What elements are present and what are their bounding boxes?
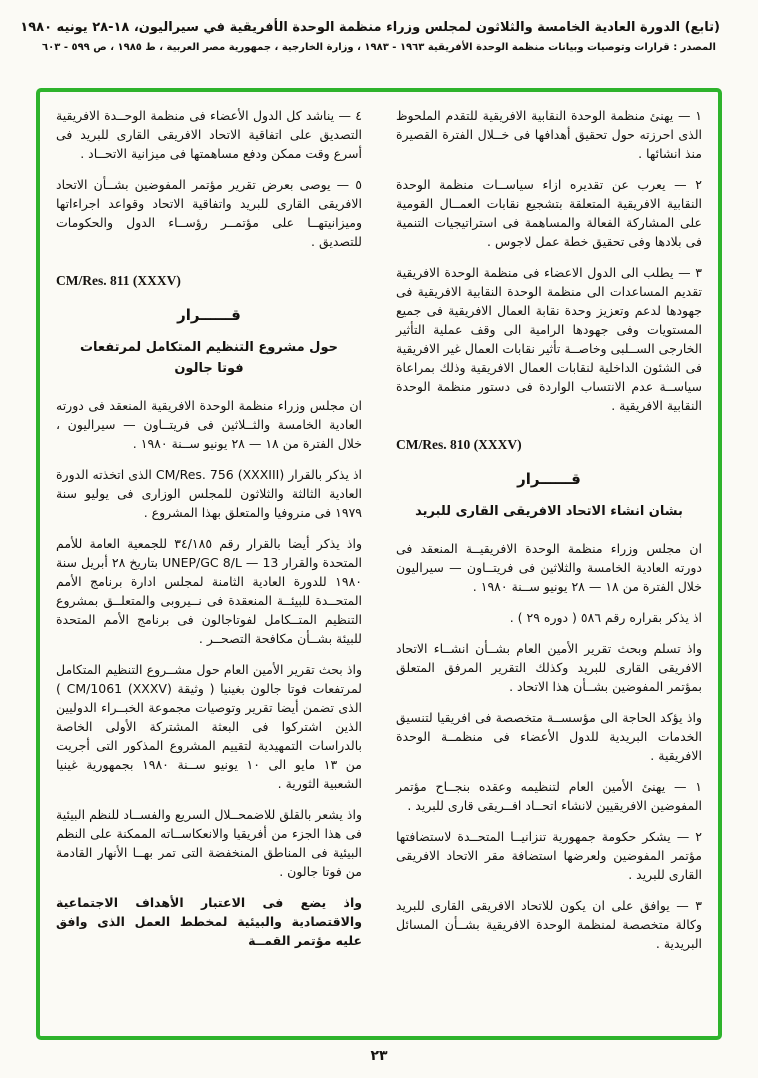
- left-column: [56, 106, 362, 1022]
- paragraph: ٤ — يناشد كل الدول الأعضاء فى منظمة الوحــدة الافريقية التصديق على اتفاقية الاتحاد الافريقى القارى للبريد فى أسرع وقت ممكن ودفع مساهمتها فى ميزانية الاتحــاد .: [56, 108, 362, 161]
- document-header: [0, 0, 758, 53]
- header-session-line: (تابع) الدورة العادية الخامسة والثلاثون لمجلس وزراء منظمة الوحدة الأفريقية في سيراليون، ١٨-٢٨ يونيه ١٩٨٠: [20, 20, 720, 35]
- paragraph: واذ يذكر أيضا بالقرار رقم ٣٤/١٨٥ للجمعية العامة للأمم المتحدة والقرار UNEP/GC 8/L — 13 بتاريخ ٢٨ أبريل سنة ١٩٨٠ للدورة العادية الثامنة لمجلس ادارة برنامج الأمم المتحــدة للبيئــة المنعقدة فى نــيروبى والمتعلــق بمشروع التنظيم المتــكامل لفوتاجالون فى برنامج الأمم المتحدة للبيئة بشــأن مكافحة التصحــر .: [56, 535, 362, 646]
- right-column: [396, 106, 702, 1022]
- paragraph: اذ يذكر بالقرار CM/Res. 756 (XXXIII) الذى اتخذته الدورة العادية الثالثة والثلاثون للمجلس الوزارى فى يوليو سنة ١٩٧٩ فى منروفيا والمتعلق بهذا المشروع .: [56, 466, 362, 520]
- paragraph: ٣ — يوافق على ان يكون للاتحاد الافريقى القارى للبريد وكالة متخصصة لمنظمة الوحدة الافريقية بشــأن المسائل البريدية .: [396, 898, 702, 952]
- paragraph: واذ تسلم وبحث تقرير الأمين العام بشــأن انشــاء الاتحاد الافريقى القارى للبريد وكذلك التقرير المرفق المتعلق بمؤتمر المفوضين بشــأن هذا الاتحاد .: [396, 641, 702, 695]
- green-border-frame: [36, 88, 722, 1040]
- paragraph: واذ يشعر بالقلق للاضمحــلال السريع والفســاد للنظم البيئية فى هذا الجزء من أفريقيا والانعكاســاته الممكنة على النظم البيئية فى المناطق المنخفضة التى تمر بهــا الأنهار القادمة من فوتا جالون .: [56, 806, 362, 879]
- resolution-ref: CM/Res. 810 (XXXV): [396, 437, 522, 452]
- two-column-layout: [56, 106, 702, 1022]
- paragraph: ان مجلس وزراء منظمة الوحدة الافريقيــة المنعقد فى دورته العادية الخامسة والثلاثين فى فريتــاون — سيراليون خلال الفترة من ١٨ — ٢٨ يونيو ســنة ١٩٨٠ .: [396, 541, 702, 595]
- paragraph: اذ يذكر بقراره رقم ٥٨٦ ( دوره ٢٩ ) .: [509, 610, 702, 626]
- resolution-subtitle: بشان انشاء الاتحاد الافريقى القارى للبريد: [415, 504, 683, 520]
- paragraph: ٢ — يعرب عن تقديره ازاء سياســات منظمة الوحدة النقابية الافريقية المتعلقة بتشجيع نقابات العمــال القومية على المشاركة الفعالة والمساهمة فى استراتيجيات التنمية فى بلادها وفى تحقيق خطة عمل لاجوس .: [396, 177, 702, 249]
- resolution-ref: CM/Res. 811 (XXXV): [56, 273, 181, 288]
- page-number-value: ٢٣: [370, 1048, 388, 1064]
- resolution-title: قــــــرار: [177, 305, 241, 324]
- resolution-subtitle: حول مشروع التنظيم المتكامل لمرتفعات فوتا جالون: [79, 340, 338, 377]
- paragraph: واذ يؤكد الحاجة الى مؤسســة متخصصة فى افريقيا لتنسيق الخدمات البريدية للدول الأعضاء فى منظمــة الوحدة الافريقية .: [396, 710, 702, 764]
- paragraph: ٢ — يشكر حكومة جمهورية تنزانيــا المتحــدة لاستضافتها مؤتمر المفوضين ولعرضها استضافة مقر الاتحاد الافريقى القارى للبريد .: [396, 829, 702, 883]
- paragraph: ان مجلس وزراء منظمة الوحدة الافريقية المنعقد فى دورته العادية الخامسة والثــلاثين فى فريتــاون — سيراليون ، خلال الفترة من ١٨ — ٢٨ يونيو ســنة ١٩٨٠ .: [56, 397, 362, 451]
- paragraph: ٥ — يوصى بعرض تقرير مؤتمر المفوضين بشــأن الاتحاد الافريقى القارى للبريد واتفاقية الاتحاد وقواعد اجراءاتها وميزانيتهــا على مؤتمــر رؤســاء الدول والحكومات للتصديق .: [56, 177, 362, 249]
- header-source-line: المصدر : قرارات وتوصيات وبيانات منظمة الوحدة الأفريقية ١٩٦٣ - ١٩٨٣ ، وزارة الخارجية ، جمهورية مصر العربية ، ط ١٩٨٥ ، ص ٥٩٩ - ٦٠٣: [42, 42, 716, 53]
- paragraph: ٣ — يطلب الى الدول الاعضاء فى منظمة الوحدة الافريقية تقديم المساعدات الى منظمة الوحدة النقابية الافريقية فى جهودها لدعم وتعزيز وحدة نقابة العمال الافريقية فى جميع المستويات وفى جهودها الرامية الى وقف عملية التأثير الخارجى الســلبى وخاصــة تأثير نقابات العمال غير الافريقية فى الشئون الداخلية لنقابات العمال الافريقية وذلك بمراعاة سياســة عدم الانتساب الواردة فى دستور منظمة الوحدة النقابية الافريقية .: [396, 265, 702, 413]
- paragraph: ١ — يهنئ منظمة الوحدة النقابية الافريقية للتقدم الملحوظ الذى احرزته حول تحقيق أهدافها فى خــلال الفترة القصيرة منذ انشائها .: [396, 108, 702, 161]
- resolution-title: قــــــرار: [517, 469, 581, 488]
- page-number: [0, 1048, 758, 1064]
- paragraph: واذ بحث تقرير الأمين العام حول مشــروع التنظيم المتكامل لمرتفعات فوتا جالون بغينيا ( وثيقة CM/1061 (XXXV) ) الذى تضمن أيضا تقرير وتوصيات مجموعة الخبــراء الدوليين الذين اشتركوا فى البعثة المشتركة الأولى الخاصة بالدراسات التمهيدية لتقييم المشروع المذكور التى أجريت من ١٣ مايو الى ١٠ يونيو ســنة ١٩٨٠ بجمهورية غينيا الشعبية الثورية .: [56, 661, 362, 791]
- paragraph: ١ — يهنئ الأمين العام لتنظيمه وعقده بنجــاح مؤتمر المفوضين الافريقيين لانشاء اتحــاد افــريقى قارى للبريد .: [396, 779, 702, 814]
- paragraph-bold: واذ يضع فى الاعتبار الأهداف الاجتماعية والاقتصادية والبيئية لمخطط العمل الذى وافق عليه مؤتمر القمــة: [56, 894, 362, 948]
